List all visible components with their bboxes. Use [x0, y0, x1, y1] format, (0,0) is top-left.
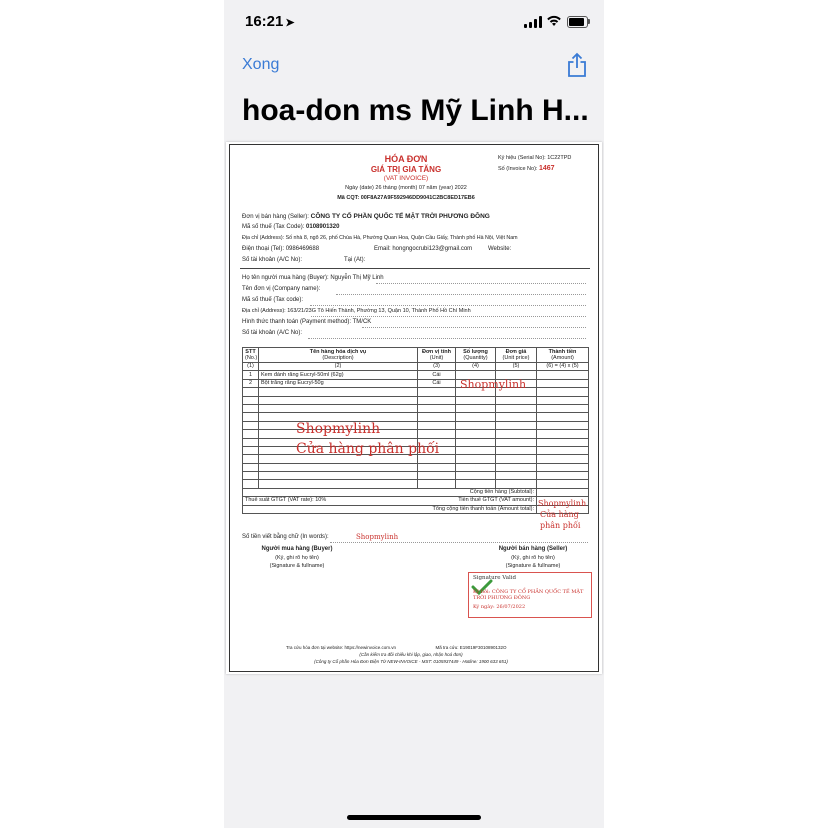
vat-rate-row: Thuế suất GTGT (VAT rate): 10% — [245, 497, 327, 504]
buyer-name: Nguyễn Thị Mỹ Linh — [330, 275, 384, 281]
invoice-subtitle: GIÁ TRỊ GIA TĂNG — [370, 165, 442, 174]
footer-code: Mã tra cứu: E19019F3010890132O — [435, 645, 507, 650]
seller-address: Số nhà 8, ngõ 26, phố Chùa Hà, Phường Quan Hoa, Quận Cầu Giấy, Thành phố Hà Nội, Việt Nam — [285, 235, 518, 241]
table-cell: (6) = (4) x (5) — [537, 363, 589, 371]
subtotal-label: Cộng tiền hàng (Subtotal): — [243, 488, 537, 496]
dotted-line — [362, 327, 586, 328]
seller-name: CÔNG TY CỔ PHẦN QUỐC TẾ MẶT TRỜI PHƯƠNG ĐÔNG — [310, 213, 490, 220]
invoice-items-table — [242, 347, 589, 514]
table-header-row — [243, 348, 589, 363]
invoice-mcqt: Mã CQT: 00F8A27A9F592946DD9041C2BC8ED17EB6 — [337, 195, 475, 201]
table-row — [243, 430, 589, 438]
digital-signature-stamp — [468, 572, 592, 618]
column-header: Thành tiền (Amount) — [537, 348, 589, 363]
buyer-address-row: Địa chỉ (Address): 163/21/23G Tô Hiến Thành, Phường 13, Quận 10, Thành Phố Hồ Chí Minh — [242, 308, 471, 314]
table-cell: Bột trắng răng Eucryl-50g — [259, 379, 418, 387]
invoice-number-label: Số (Invoice No): — [498, 166, 538, 172]
seller-email-row: Email: hongngocrubi123@gmail.com — [374, 246, 473, 252]
share-icon[interactable] — [566, 52, 588, 78]
buyer-sign-title: Người mua hàng (Buyer) — [261, 546, 333, 552]
table-row — [243, 388, 589, 396]
table-row — [243, 413, 589, 421]
buyer-tax-label: Mã số thuế (Tax code): — [242, 297, 304, 303]
seller-name-row: Đơn vị bán hàng (Seller): CÔNG TY CỔ PHẦN QUỐC TẾ MẶT TRỜI PHƯƠNG ĐÔNG — [242, 213, 490, 220]
column-index-row — [243, 363, 589, 371]
seller-account-label: Số tài khoản (A/C No): — [242, 257, 303, 263]
table-cell: Kem đánh răng Eucryl-50ml (62g) — [259, 371, 418, 379]
status-bar — [224, 0, 604, 44]
buyer-sign-note: (Ký, ghi rõ họ tên) — [275, 555, 319, 561]
invoice-serial: Ký hiệu (Serial No): 1C22TPD — [498, 155, 572, 161]
buyer-address: 163/21/23G Tô Hiến Thành, Phường 13, Quận 10, Thành Phố Hồ Chí Minh — [287, 308, 471, 314]
side-store-watermark: phân phối — [540, 521, 581, 530]
table-cell: (2) — [259, 363, 418, 371]
seller-sign-title: Người bán hàng (Seller) — [498, 546, 568, 552]
table-cell: (4) — [456, 363, 496, 371]
buyer-payment: TM/CK — [352, 319, 372, 325]
cellular-signal-icon — [524, 16, 542, 28]
home-indicator[interactable] — [347, 815, 481, 820]
dotted-line — [330, 542, 588, 543]
table-cell — [537, 379, 589, 387]
total-row — [243, 505, 589, 513]
seller-phone-row: Điện thoại (Tel): 0986469688 — [242, 246, 320, 252]
shop-watermark: Shopmylinh — [460, 378, 527, 391]
table-cell: Cái — [418, 371, 456, 379]
buyer-sign-note-en: (Signature & fullname) — [269, 563, 325, 569]
buyer-company-label: Tên đơn vị (Company name): — [242, 286, 321, 292]
seller-sign-note: (Ký, ghi rõ họ tên) — [511, 555, 555, 561]
battery-tip — [588, 19, 590, 24]
seller-website-label: Website: — [488, 246, 512, 252]
table-cell: 2 — [243, 379, 259, 387]
seller-bank-label: Tại (At): — [344, 257, 366, 263]
column-header: Đơn giá (Unit price) — [496, 348, 537, 363]
invoice-date: Ngày (date) 26 tháng (month) 07 năm (year) 2022 — [345, 185, 467, 191]
location-arrow-icon: ➤ — [285, 17, 295, 29]
table-cell — [537, 371, 589, 379]
table-cell: Cái — [418, 379, 456, 387]
subtotal-row — [243, 488, 589, 496]
vat-row — [243, 497, 589, 505]
column-header: Đơn vị tính (Unit) — [418, 348, 456, 363]
seller-tax-row: Mã số thuế (Tax Code): 0108901320 — [242, 224, 340, 230]
shop-watermark-large: Shopmylinh — [296, 421, 381, 437]
invoice-title: HÓA ĐƠN — [384, 154, 428, 164]
table-row — [243, 480, 589, 488]
vat-cell — [243, 497, 537, 505]
words-watermark: Shopmylinh — [356, 533, 399, 541]
status-time: 16:21 ➤ — [245, 13, 295, 30]
table-row — [243, 421, 589, 429]
table-row — [243, 463, 589, 471]
seller-address-row: Địa chỉ (Address): Số nhà 8, ngõ 26, phố Chùa Hà, Phường Quan Hoa, Quận Cầu Giấy, Thành phố Hà Nội, Việt Nam — [242, 235, 518, 241]
invoice-document[interactable] — [226, 142, 602, 674]
table-row — [243, 396, 589, 404]
done-button[interactable]: Xong — [242, 56, 280, 73]
column-header: STT (No.) — [243, 348, 259, 363]
signature-date: Ký ngày: 26/07/2022 — [473, 604, 526, 610]
invoice-number: 1467 — [538, 165, 555, 172]
phone-screen — [224, 0, 604, 828]
battery-icon — [567, 16, 588, 28]
buyer-account-label: Số tài khoản (A/C No): — [242, 330, 303, 336]
table-row — [243, 472, 589, 480]
invoice-number-row — [498, 165, 555, 172]
document-title: hoa-don ms Mỹ Linh H... — [242, 94, 589, 127]
table-cell — [537, 488, 589, 496]
table-row — [243, 371, 589, 379]
signature-valid: Signature Valid — [473, 575, 517, 581]
table-cell: (1) — [243, 363, 259, 371]
column-header: Tên hàng hóa dịch vụ (Description) — [259, 348, 418, 363]
invoice-vat-label: (VAT INVOICE) — [383, 175, 429, 182]
seller-email: hongngocrubi123@gmail.com — [392, 246, 473, 252]
dotted-line — [311, 316, 586, 317]
table-row — [243, 379, 589, 387]
store-watermark-large: Cửa hàng phân phối — [296, 441, 440, 457]
section-divider — [240, 268, 590, 269]
table-cell: (5) — [496, 363, 537, 371]
seller-phone: 0986469688 — [285, 246, 320, 252]
buyer-payment-row: Hình thức thanh toán (Payment method): TM/CK — [242, 319, 372, 325]
footer-provider: (Công ty Cổ phần Hóa Đơn Điện Tử NEW-INVOICE - MST: 0105937449 - Hotline: 1900 633 651) — [314, 659, 508, 664]
column-header: Số lượng (Quantity) — [456, 348, 496, 363]
vat-rate: 10% — [315, 497, 327, 504]
dotted-line — [336, 294, 586, 295]
table-row — [243, 404, 589, 412]
seller-sign-note-en: (Signature & fullname) — [505, 563, 561, 569]
footer-note: (Cần kiểm tra đối chiếu khi lập, giao, nhận hoá đơn) — [359, 652, 463, 657]
dotted-line — [376, 283, 586, 284]
buyer-name-row: Họ tên người mua hàng (Buyer): Nguyễn Thị Mỹ Linh — [242, 275, 384, 281]
side-store-watermark: Cửa hàng — [540, 510, 579, 519]
signature-signer: Ký bởi: CÔNG TY CỔ PHẦN QUỐC TẾ MẶT TRỜI PHƯƠNG ĐÔNG — [473, 589, 584, 601]
table-cell: (3) — [418, 363, 456, 371]
in-words-label: Số tiền viết bằng chữ (In words): — [242, 534, 329, 540]
total-label: Tổng cộng tiền thanh toán (Amount total): — [243, 505, 537, 513]
vat-amount-label: Tiền thuế GTGT (VAT amount): — [458, 497, 534, 504]
wifi-icon — [546, 15, 562, 27]
footer-lookup: Tra cứu hóa đơn tại website: https://newinvoice.com.vn — [285, 645, 397, 650]
dotted-line — [308, 338, 586, 339]
seller-tax-code: 0108901320 — [306, 224, 340, 230]
dotted-line — [310, 305, 586, 306]
side-shop-watermark: Shopmylinh — [538, 499, 587, 508]
table-cell: 1 — [243, 371, 259, 379]
